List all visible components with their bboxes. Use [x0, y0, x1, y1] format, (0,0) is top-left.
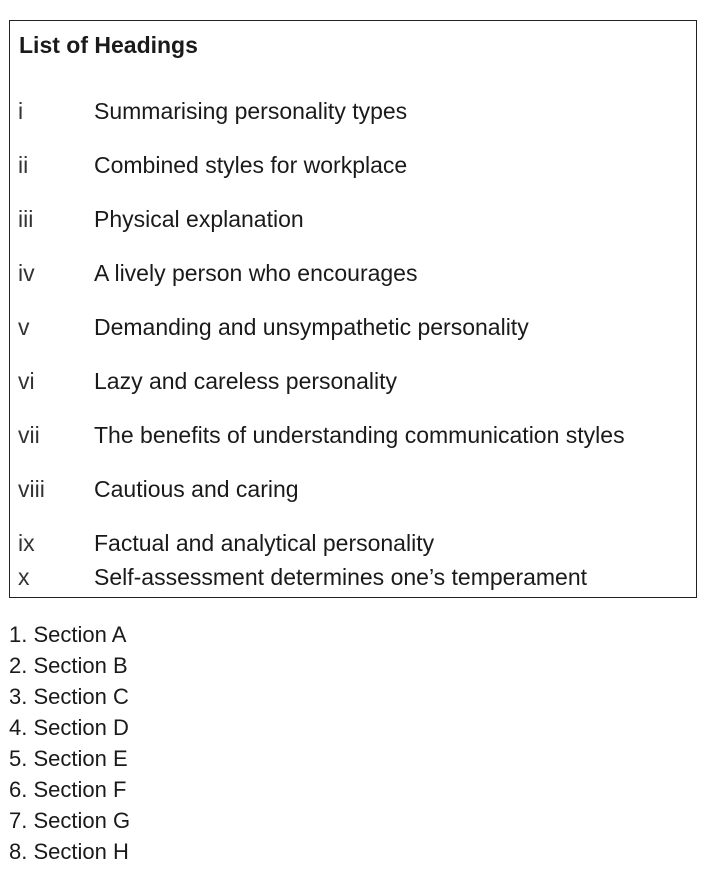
heading-text: Cautious and caring [94, 476, 299, 502]
heading-text: The benefits of understanding communication styles [94, 422, 625, 448]
section-item: 5. Section E [9, 746, 128, 771]
section-list [9, 619, 130, 867]
heading-item [10, 150, 696, 180]
heading-item [10, 528, 696, 558]
section-item: 3. Section C [9, 684, 129, 709]
heading-numeral: ii [18, 152, 29, 178]
heading-text: Combined styles for workplace [94, 152, 408, 178]
heading-numeral: vi [18, 368, 35, 394]
heading-text: Factual and analytical personality [94, 530, 435, 556]
heading-numeral: iii [18, 206, 34, 232]
heading-item [10, 366, 696, 396]
heading-numeral: iv [18, 260, 35, 286]
heading-numeral: v [18, 314, 30, 340]
heading-item [10, 420, 696, 450]
heading-text: Summarising personality types [94, 98, 408, 124]
heading-item [10, 204, 696, 234]
heading-numeral: viii [18, 476, 45, 502]
heading-item [10, 562, 696, 592]
section-item: 6. Section F [9, 777, 127, 802]
heading-item [10, 96, 696, 126]
heading-text: Lazy and careless personality [94, 368, 397, 394]
section-item: 7. Section G [9, 808, 131, 833]
heading-text: A lively person who encourages [94, 260, 418, 286]
heading-text: Demanding and unsympathetic personality [94, 314, 529, 340]
heading-item [10, 474, 696, 504]
heading-numeral: i [18, 98, 24, 124]
heading-item [10, 258, 696, 288]
heading-text: Self-assessment determines one’s temperament [94, 564, 588, 590]
section-item: 1. Section A [9, 622, 127, 647]
section-item: 8. Section H [9, 839, 129, 864]
heading-numeral: ix [18, 530, 35, 556]
list-of-headings-box [9, 20, 697, 598]
section-item: 4. Section D [9, 715, 129, 740]
heading-numeral: x [18, 564, 30, 590]
box-title: List of Headings [19, 32, 198, 58]
heading-numeral: vii [18, 422, 40, 448]
section-item: 2. Section B [9, 653, 128, 678]
heading-item [10, 312, 696, 342]
heading-text: Physical explanation [94, 206, 304, 232]
